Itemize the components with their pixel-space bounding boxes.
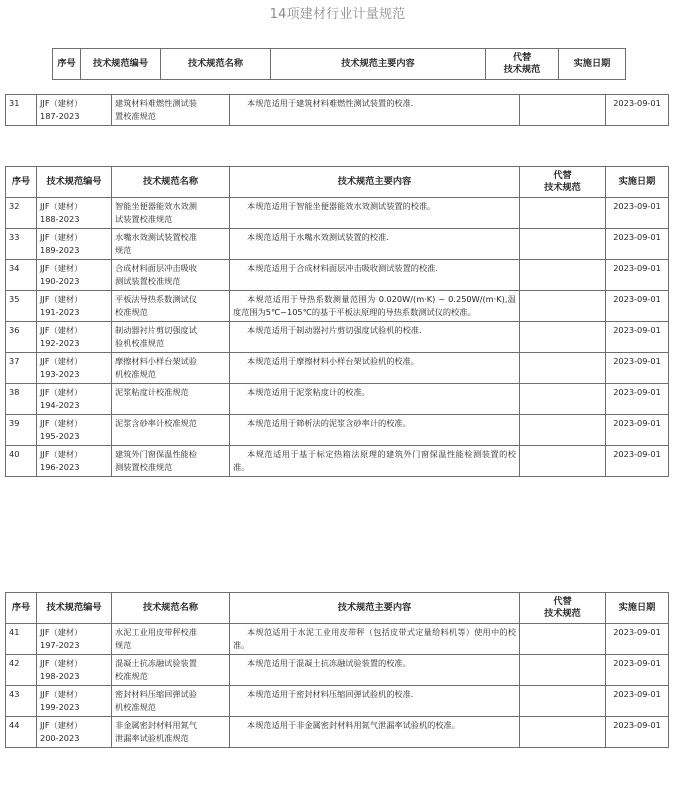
spec-table-1-header [52, 48, 626, 80]
cell-date: 2023-09-01 [606, 415, 669, 446]
cell-name-line2: 测试装置校准规范 [115, 276, 181, 286]
cell-content: 本规范适用于水嘴水效测试装置的校准. [230, 229, 520, 260]
cell-code-line2: 188-2023 [40, 214, 80, 224]
col-header-code: 技术规范编号 [81, 49, 161, 80]
cell-code-line2: 192-2023 [40, 338, 80, 348]
col-header-replaced-line2: 技术规范 [544, 182, 581, 193]
cell-seq: 33 [6, 229, 37, 260]
cell-date: 2023-09-01 [606, 717, 669, 748]
cell-replaced [520, 686, 606, 717]
table-header-row [6, 593, 669, 624]
cell-name-line2: 试装置校准规范 [115, 214, 173, 224]
cell-seq: 40 [6, 446, 37, 477]
cell-content: 本规范适用于合成材料面层冲击吸收测试装置的校准. [230, 260, 520, 291]
col-header-code: 技术规范编号 [37, 593, 112, 624]
cell-code [37, 655, 112, 686]
cell-code-line1: JJF（建材） [40, 325, 83, 335]
table-row [6, 229, 669, 260]
table-row [6, 655, 669, 686]
cell-content: 本规范适用于密封材料压缩回弹试验机的校准. [230, 686, 520, 717]
cell-date: 2023-09-01 [606, 353, 669, 384]
cell-name-line2: 校准规范 [115, 307, 148, 317]
cell-code-line2: 193-2023 [40, 369, 80, 379]
col-header-replaced-line1: 代替 [553, 596, 572, 607]
cell-replaced [520, 717, 606, 748]
col-header-content: 技术规范主要内容 [230, 167, 520, 198]
cell-date: 2023-09-01 [606, 95, 669, 126]
cell-name-line2: 机校准规范 [115, 369, 156, 379]
cell-seq: 44 [6, 717, 37, 748]
cell-name-line2: 泄漏率试验机准规范 [115, 733, 189, 743]
cell-name-line1: 混凝土抗冻融试验装置 [115, 658, 197, 668]
cell-name [112, 415, 230, 446]
cell-content: 本规范适用于水泥工业用皮带秤（包括皮带式定量给料机等）使用中的校准。 [230, 624, 520, 655]
cell-name-line1: 智能坐便器能效水效测 [115, 201, 197, 211]
cell-name-line1: 水泥工业用皮带秤校准 [115, 627, 197, 637]
col-header-replaced-line1: 代替 [553, 170, 572, 181]
spec-table-1-body [5, 94, 669, 126]
cell-seq: 43 [6, 686, 37, 717]
cell-date: 2023-09-01 [606, 260, 669, 291]
cell-name [112, 229, 230, 260]
cell-replaced [520, 229, 606, 260]
table-row [6, 415, 669, 446]
spec-table-3-rows [6, 624, 669, 748]
cell-name-line1: 制动器衬片剪切强度试 [115, 325, 197, 335]
cell-name-line2: 规范 [115, 640, 132, 650]
col-header-name: 技术规范名称 [161, 49, 271, 80]
spec-table-2-rows [6, 198, 669, 477]
cell-code-line1: JJF（建材） [40, 449, 83, 459]
cell-date: 2023-09-01 [606, 384, 669, 415]
cell-code-line2: 190-2023 [40, 276, 80, 286]
col-header-replaced-line1: 代替 [512, 52, 532, 63]
cell-name-line2: 测装置校准规范 [115, 462, 173, 472]
cell-name [112, 446, 230, 477]
cell-replaced [520, 353, 606, 384]
cell-name [112, 655, 230, 686]
cell-code-line1: JJF（建材） [40, 356, 83, 366]
table-row [6, 384, 669, 415]
cell-code-line2: 196-2023 [40, 462, 80, 472]
cell-name-line1: 非金属密封材料用氮气 [115, 720, 197, 730]
cell-replaced [520, 260, 606, 291]
cell-date: 2023-09-01 [606, 686, 669, 717]
cell-replaced [520, 624, 606, 655]
cell-code [37, 322, 112, 353]
spec-table-3 [5, 592, 669, 748]
cell-content: 本规范适用于智能坐便器能效水效测试装置的校准。 [230, 198, 520, 229]
cell-name-line1: 泥浆粘度计校准规范 [115, 387, 189, 397]
cell-replaced [520, 198, 606, 229]
cell-name [112, 291, 230, 322]
cell-seq: 39 [6, 415, 37, 446]
col-header-seq: 序号 [6, 593, 37, 624]
table-row [6, 717, 669, 748]
cell-code-line1: JJF（建材） [40, 232, 83, 242]
cell-code-line2: 187-2023 [40, 111, 80, 121]
cell-name-line2: 置校准规范 [115, 111, 156, 121]
table-row [6, 95, 669, 126]
cell-date: 2023-09-01 [606, 624, 669, 655]
page-title: 14项建材行业计量规范 [269, 7, 406, 22]
col-header-replaced [486, 49, 559, 80]
cell-name [112, 353, 230, 384]
cell-name [112, 322, 230, 353]
cell-seq: 32 [6, 198, 37, 229]
cell-name [112, 686, 230, 717]
col-header-name: 技术规范名称 [112, 593, 230, 624]
cell-code-line2: 200-2023 [40, 733, 80, 743]
table-row [6, 353, 669, 384]
cell-seq: 35 [6, 291, 37, 322]
cell-code-line2: 198-2023 [40, 671, 80, 681]
cell-code [37, 95, 112, 126]
cell-seq: 41 [6, 624, 37, 655]
col-header-content: 技术规范主要内容 [230, 593, 520, 624]
cell-code-line1: JJF（建材） [40, 387, 83, 397]
cell-name-line2: 校准规范 [115, 671, 148, 681]
table-row [6, 260, 669, 291]
cell-name [112, 624, 230, 655]
cell-code [37, 384, 112, 415]
col-header-date: 实施日期 [606, 167, 669, 198]
cell-content: 本规范适用于混凝土抗冻融试验装置的校准。 [230, 655, 520, 686]
cell-seq: 37 [6, 353, 37, 384]
cell-code-line2: 199-2023 [40, 702, 80, 712]
cell-replaced [520, 415, 606, 446]
cell-code-line1: JJF（建材） [40, 294, 83, 304]
table-header-row [53, 49, 626, 80]
cell-replaced [520, 655, 606, 686]
table-row [6, 291, 669, 322]
cell-code-line2: 191-2023 [40, 307, 80, 317]
cell-name-line1: 合成材料面层冲击吸收 [115, 263, 197, 273]
cell-name-line1: 建筑材料难燃性测试装 [115, 98, 197, 108]
cell-content: 本规范适用于建筑材料难燃性测试装置的校准. [230, 95, 520, 126]
col-header-content: 技术规范主要内容 [271, 49, 486, 80]
cell-code-line1: JJF（建材） [40, 689, 83, 699]
cell-content: 本规范适用于基于标定热箱法原理的建筑外门窗保温性能检测装置的校准。 [230, 446, 520, 477]
cell-content: 本规范适用于摩擦材料小样台架试验机的校准。 [230, 353, 520, 384]
table-row [6, 322, 669, 353]
cell-date: 2023-09-01 [606, 322, 669, 353]
cell-code-line1: JJF（建材） [40, 201, 83, 211]
cell-code-line1: JJF（建材） [40, 98, 83, 108]
cell-code-line1: JJF（建材） [40, 263, 83, 273]
col-header-replaced-line2: 技术规范 [544, 608, 581, 619]
col-header-replaced-line2: 技术规范 [503, 64, 541, 75]
cell-seq: 34 [6, 260, 37, 291]
cell-seq: 36 [6, 322, 37, 353]
spec-table-1-rows [6, 95, 669, 126]
cell-replaced [520, 446, 606, 477]
cell-code [37, 446, 112, 477]
cell-date: 2023-09-01 [606, 198, 669, 229]
cell-code [37, 624, 112, 655]
table-row [6, 686, 669, 717]
cell-name-line1: 建筑外门窗保温性能检 [115, 449, 197, 459]
cell-name [112, 384, 230, 415]
cell-code-line2: 197-2023 [40, 640, 80, 650]
cell-replaced [520, 322, 606, 353]
cell-code [37, 229, 112, 260]
cell-date: 2023-09-01 [606, 291, 669, 322]
cell-name-line2: 验机校准规范 [115, 338, 165, 348]
col-header-date: 实施日期 [559, 49, 626, 80]
cell-seq: 42 [6, 655, 37, 686]
cell-content: 本规范适用于非金属密封材料用氮气泄漏率试验机的校准。 [230, 717, 520, 748]
cell-seq: 38 [6, 384, 37, 415]
cell-content: 本规范适用于制动器衬片剪切强度试验机的校准. [230, 322, 520, 353]
cell-replaced [520, 95, 606, 126]
cell-content: 本规范适用于导热系数测量范围为 0.020W/(m·K) ~ 0.250W/(m·K),温度范围为5℃~105℃的基于平板法原理的导热系数测试仪的校准。 [230, 291, 520, 322]
col-header-replaced [520, 593, 606, 624]
col-header-name: 技术规范名称 [112, 167, 230, 198]
table-row [6, 198, 669, 229]
col-header-replaced [520, 167, 606, 198]
cell-name-line1: 水嘴水效测试装置校准 [115, 232, 197, 242]
cell-content: 本规范适用于泥浆粘度计的校准。 [230, 384, 520, 415]
cell-name [112, 198, 230, 229]
cell-name-line1: 密封材料压缩回弹试验 [115, 689, 197, 699]
cell-code-line2: 194-2023 [40, 400, 80, 410]
cell-code-line1: JJF（建材） [40, 720, 83, 730]
cell-replaced [520, 291, 606, 322]
cell-name-line1: 摩擦材料小样台架试验 [115, 356, 197, 366]
cell-name-line1: 泥浆含砂率计校准规范 [115, 418, 197, 428]
cell-content: 本规范适用于筛析法的泥浆含砂率计的校准。 [230, 415, 520, 446]
table-row [6, 624, 669, 655]
col-header-seq: 序号 [53, 49, 81, 80]
spec-table-2 [5, 166, 669, 477]
cell-name [112, 260, 230, 291]
cell-code [37, 717, 112, 748]
cell-seq: 31 [6, 95, 37, 126]
cell-code-line2: 189-2023 [40, 245, 80, 255]
cell-date: 2023-09-01 [606, 655, 669, 686]
cell-code [37, 686, 112, 717]
table-row [6, 446, 669, 477]
col-header-date: 实施日期 [606, 593, 669, 624]
col-header-seq: 序号 [6, 167, 37, 198]
cell-code [37, 198, 112, 229]
table-header-row [6, 167, 669, 198]
cell-date: 2023-09-01 [606, 446, 669, 477]
cell-code-line1: JJF（建材） [40, 418, 83, 428]
cell-name-line1: 平板法导热系数测试仪 [115, 294, 197, 304]
cell-date: 2023-09-01 [606, 229, 669, 260]
cell-name-line2: 规范 [115, 245, 132, 255]
cell-name [112, 717, 230, 748]
cell-code-line1: JJF（建材） [40, 658, 83, 668]
cell-code [37, 353, 112, 384]
cell-code-line2: 195-2023 [40, 431, 80, 441]
cell-name-line2: 机校准规范 [115, 702, 156, 712]
cell-code [37, 260, 112, 291]
cell-code [37, 291, 112, 322]
cell-code [37, 415, 112, 446]
cell-name [112, 95, 230, 126]
col-header-code: 技术规范编号 [37, 167, 112, 198]
cell-replaced [520, 384, 606, 415]
cell-code-line1: JJF（建材） [40, 627, 83, 637]
